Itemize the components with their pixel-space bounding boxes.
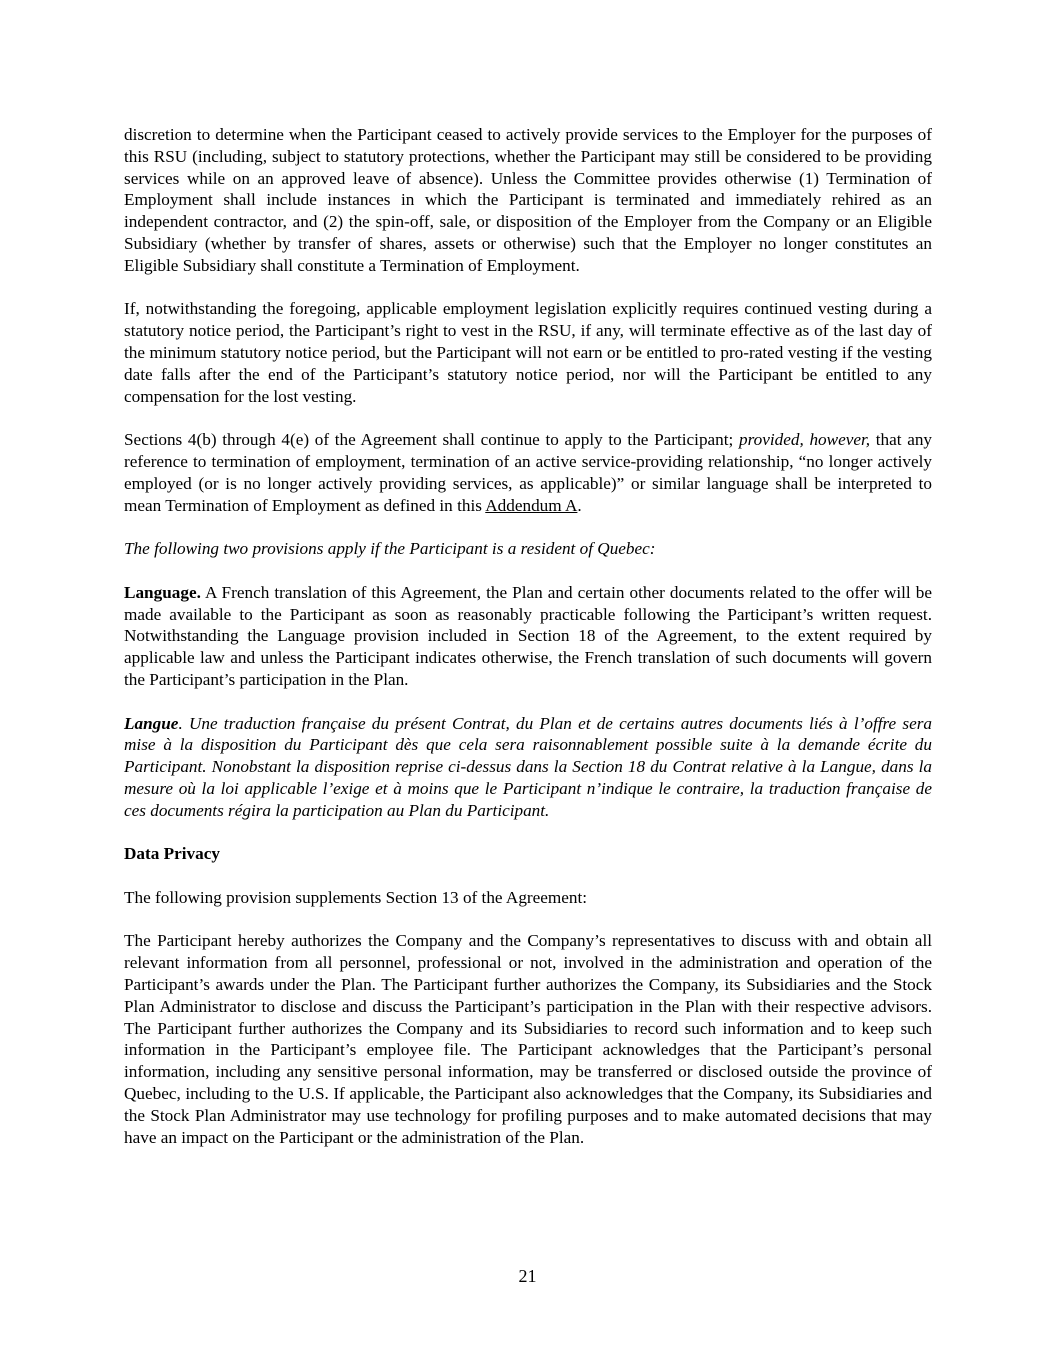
paragraph-langue [124,713,932,822]
language-text: A French translation of this Agreement, the Plan and certain other documents related to the offer will be made available to the Participant as soon as reasonably practicable following the Participant’s written request. Notwithstanding the Language provision included in Section 18 of the Agreement, to the extent required by applicable law and unless the Participant indicates otherwise, the French translation of such documents will govern the Participant’s participation in the Plan. [124,582,932,689]
addendum-a-reference: Addendum A [485,495,578,515]
paragraph-authorization: The Participant hereby authorizes the Company and the Company’s representatives to discuss with and obtain all relevant information from all personnel, professional or not, involved in the administration and operation of the Participant’s awards under the Plan. The Participant further authorizes the Company, its Subsidiaries and the Stock Plan Administrator to disclose and discuss the Participant’s participation in the Plan with their respective advisors. The Participant further authorizes the Company and its Subsidiaries to record such information and to keep such information in the Participant’s employee file. The Participant acknowledges that the Participant’s personal information, including any sensitive personal information, may be transferred or disclosed outside the province of Quebec, including to the U.S. If applicable, the Participant also acknowledges that the Company, its Subsidiaries and the Stock Plan Administrator may use technology for profiling purposes and to make automated decisions that may have an impact on the Participant or the administration of the Plan. [124,931,932,1147]
sections-text-part2: that any reference to termination of employment, termination of an active service-providing relationship, “no longer actively employed (or is no longer actively providing services, as applicable)” or similar language shall be interpreted to mean Termination of Employment as defined in this [124,430,933,515]
langue-heading: Langue [124,713,179,733]
sections-text-part1: Sections 4(b) through 4(e) of the Agreement shall continue to apply to the Participant; [124,430,740,450]
paragraph-termination-discretion: discretion to determine when the Participant ceased to actively provide services to the Employer for the purposes of this RSU (including, subject to statutory protections, whether the Participant may still be considered to be providing services while on an approved leave of absence). Unless the Committee provides otherwise (1) Termination of Employment shall include instances in which the Participant is terminated and immediately rehired as an independent contractor, and (2) the spin-off, sale, or disposition of the Employer from the Company or an Eligible Subsidiary (whether by transfer of shares, assets or otherwise) such that the Employer no longer constitutes an Eligible Subsidiary shall constitute a Termination of Employment. [124,125,932,275]
sections-text-end: . [577,495,582,515]
provided-however-text: provided, however, [739,430,871,450]
data-privacy-heading: Data Privacy [124,844,220,864]
paragraph-supplement: The following provision supplements Section 13 of the Agreement: [124,887,588,907]
language-heading: Language. [124,582,201,602]
page-number: 21 [518,1266,537,1286]
langue-text: . Une traduction française du présent Contrat, du Plan et de certains autres documents liés à l’offre sera mise à la disposition du Participant dès que cela sera raisonnablement possible suite à la demande écrite du Participant. Nonobstant la disposition reprise ci-dessus dans la Section 18 du Contrat relative à la Langue, dans la mesure où la loi applicable l’exige et à moins que le Participant n’indique le contraire, la traduction française de ces documents régira la participation au Plan du Participant. [124,713,932,820]
paragraph-statutory-notice: If, notwithstanding the foregoing, applicable employment legislation explicitly requires continued vesting during a statutory notice period, the Participant’s right to vest in the RSU, if any, will terminate effective as of the last day of the minimum statutory notice period, but the Participant will not earn or be entitled to pro-rated vesting if the vesting date falls after the end of the Participant’s statutory notice period, nor will the Participant be entitled to any compensation for the lost vesting. [124,299,932,406]
quebec-intro: The following two provisions apply if the Participant is a resident of Quebec: [124,539,656,559]
paragraph-sections-continue [124,429,932,516]
paragraph-language [124,582,932,691]
document-page [124,124,932,1170]
